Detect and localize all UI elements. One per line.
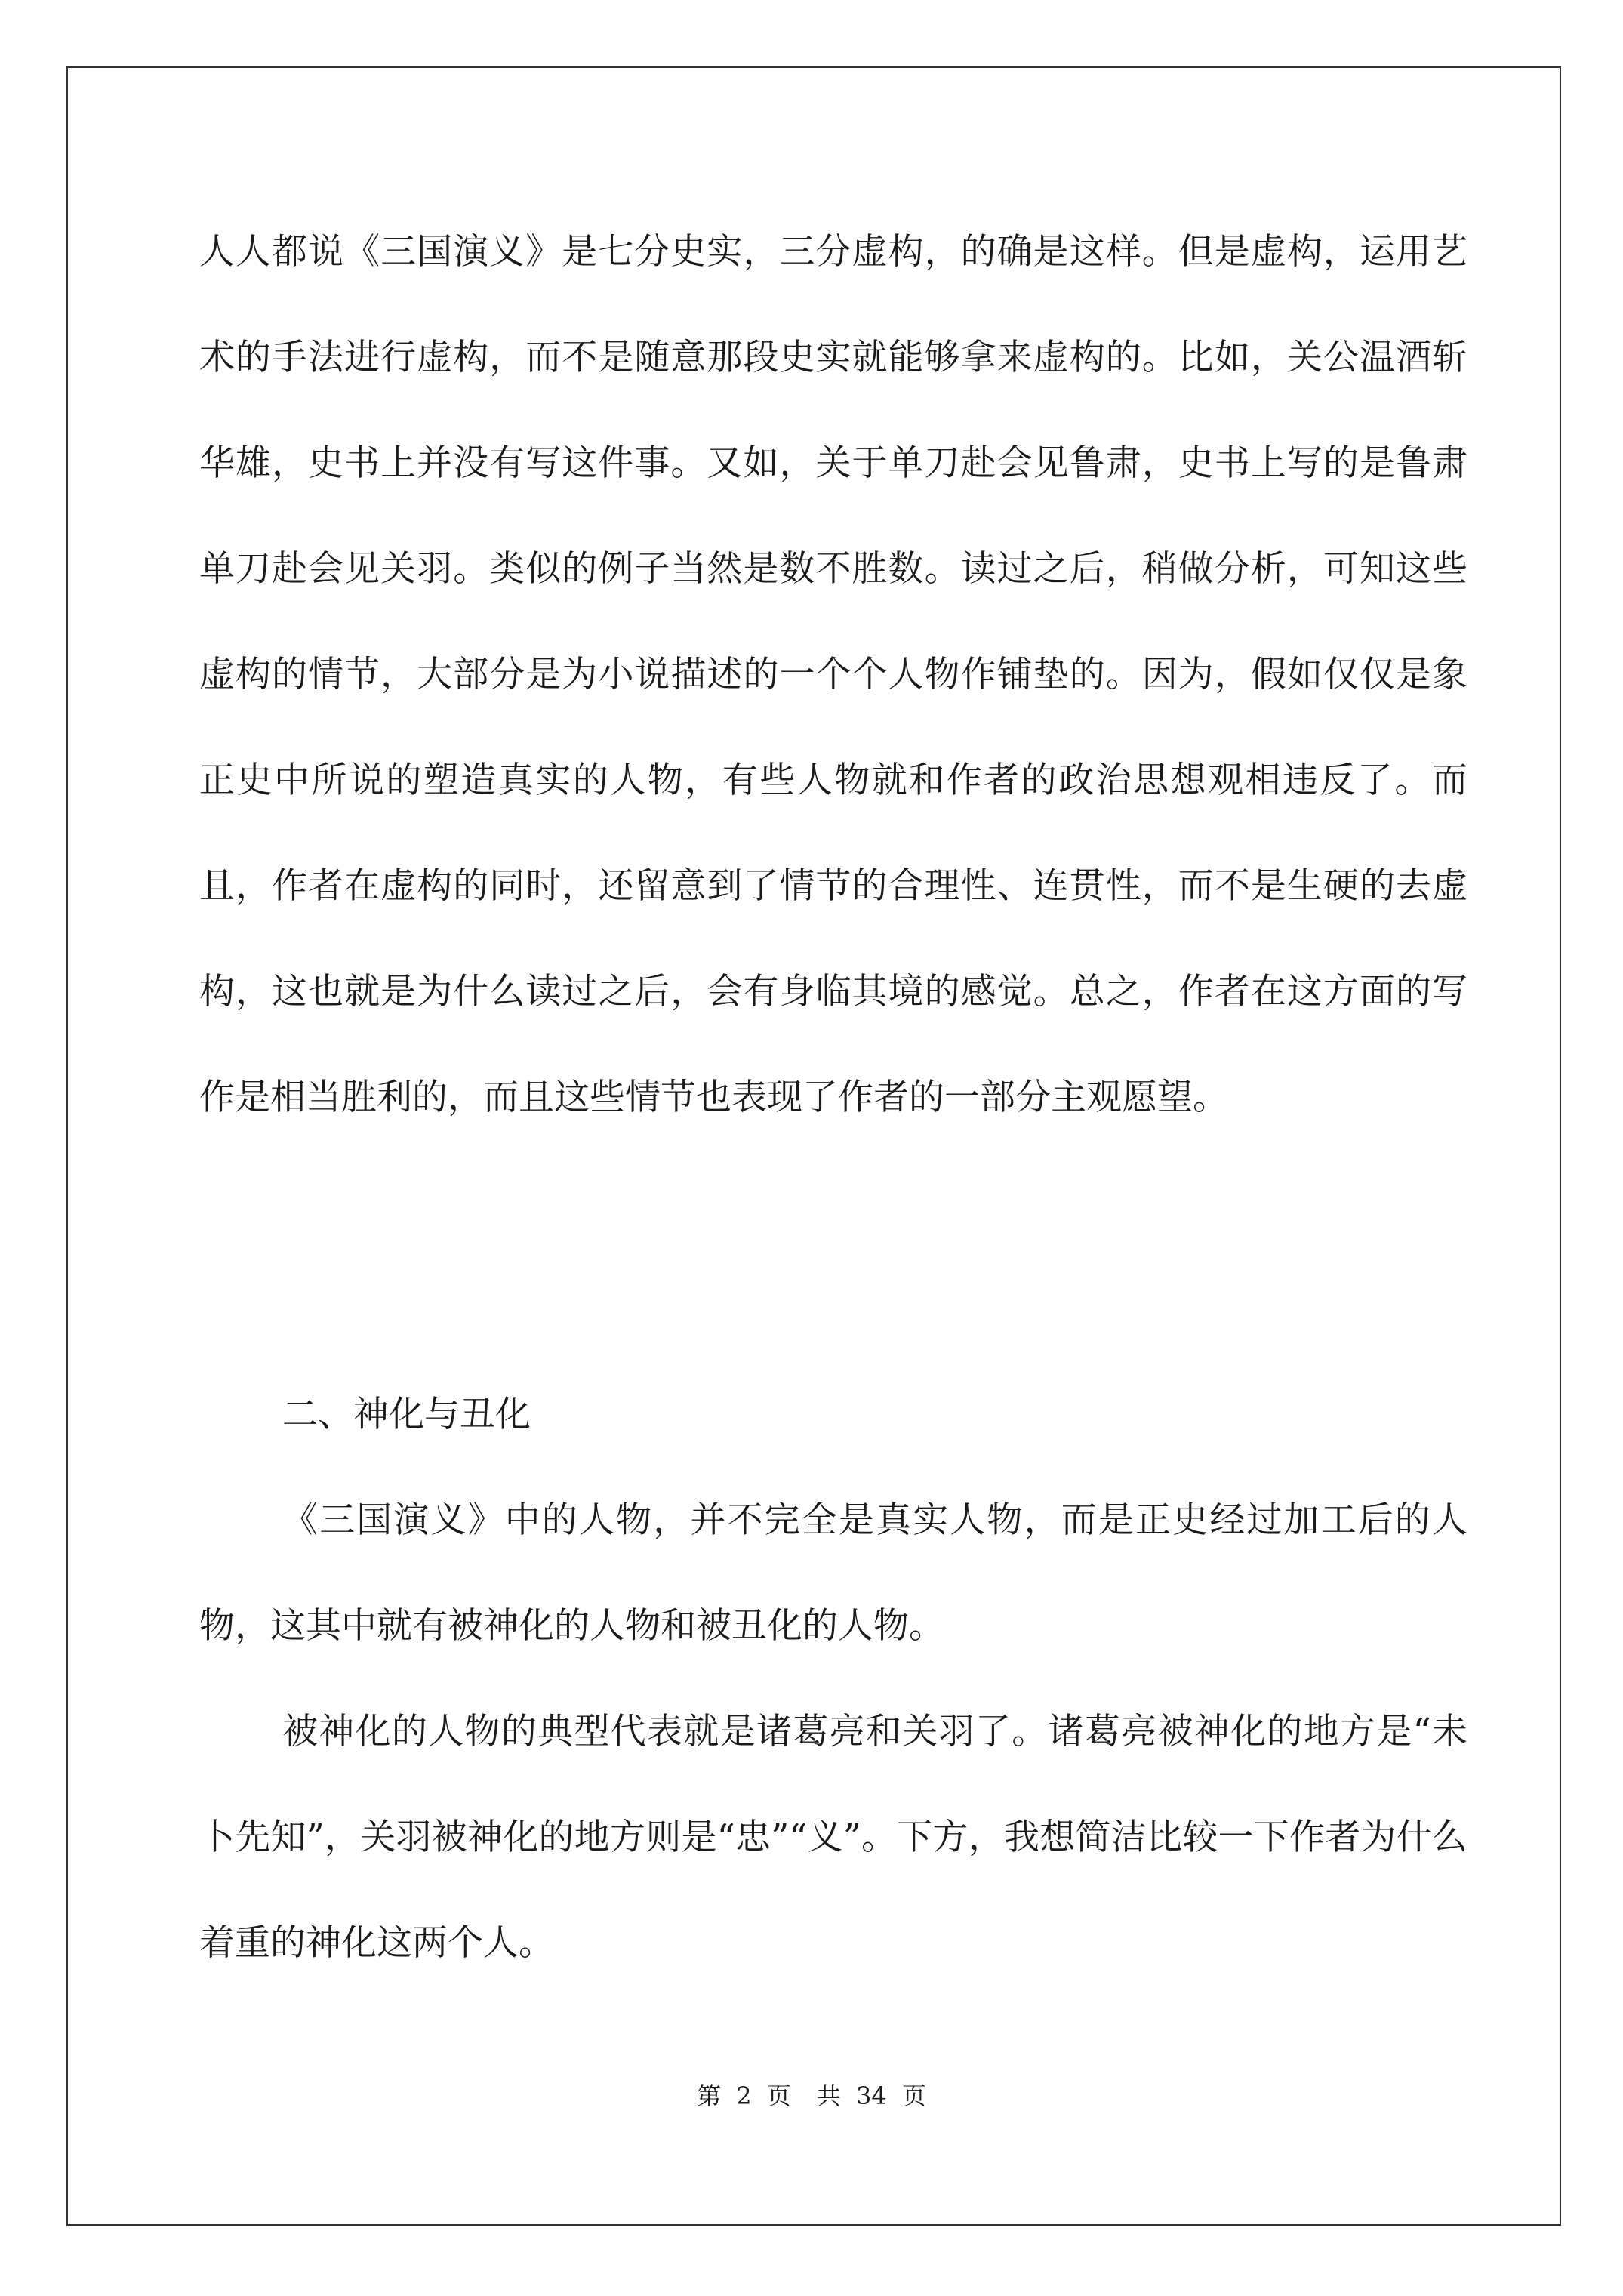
page-total: 共 34 页 <box>816 2082 926 2110</box>
section-heading: 二、神化与丑化 <box>282 1394 531 1435</box>
page-number: 第 2 页 <box>697 2082 791 2110</box>
body-paragraph-2: 《三国演义》中的人物，并不完全是真实人物，而是正史经过加工后的人物，这其中就有被神化的人物和被丑化的人物。 <box>199 1499 1467 1647</box>
body-paragraph-1: 人人都说《三国演义》是七分史实，三分虚构，的确是这样。但是虚构，运用艺术的手法进行虚构，而不是随意那段史实就能够拿来虚构的。比如，关公温酒斩华雄，史书上并没有写这件事。又如，关于单刀赴会见鲁肃，史书上写的是鲁肃单刀赴会见关羽。类似的例子当然是数不胜数。读过之后，稍做分析，可知这些虚构的情节，大部分是为小说描述的一个个人物作铺垫的。因为，假如仅仅是象正史中所说的塑造真实的人物，有些人物就和作者的政治思想观相违反了。而且，作者在虚构的同时，还留意到了情节的合理性、连贯性，而不是生硬的去虚构，这也就是为什么读过之后，会有身临其境的感觉。总之，作者在这方面的写作是相当胜利的，而且这些情节也表现了作者的一部分主观愿望。 <box>199 231 1467 1118</box>
page-footer <box>0 2079 1623 2113</box>
body-paragraph-3: 被神化的人物的典型代表就是诸葛亮和关羽了。诸葛亮被神化的地方是“未卜先知”，关羽被神化的地方则是“忠”“义”。下方，我想简洁比较一下作者为什么着重的神化这两个人。 <box>199 1711 1467 1964</box>
